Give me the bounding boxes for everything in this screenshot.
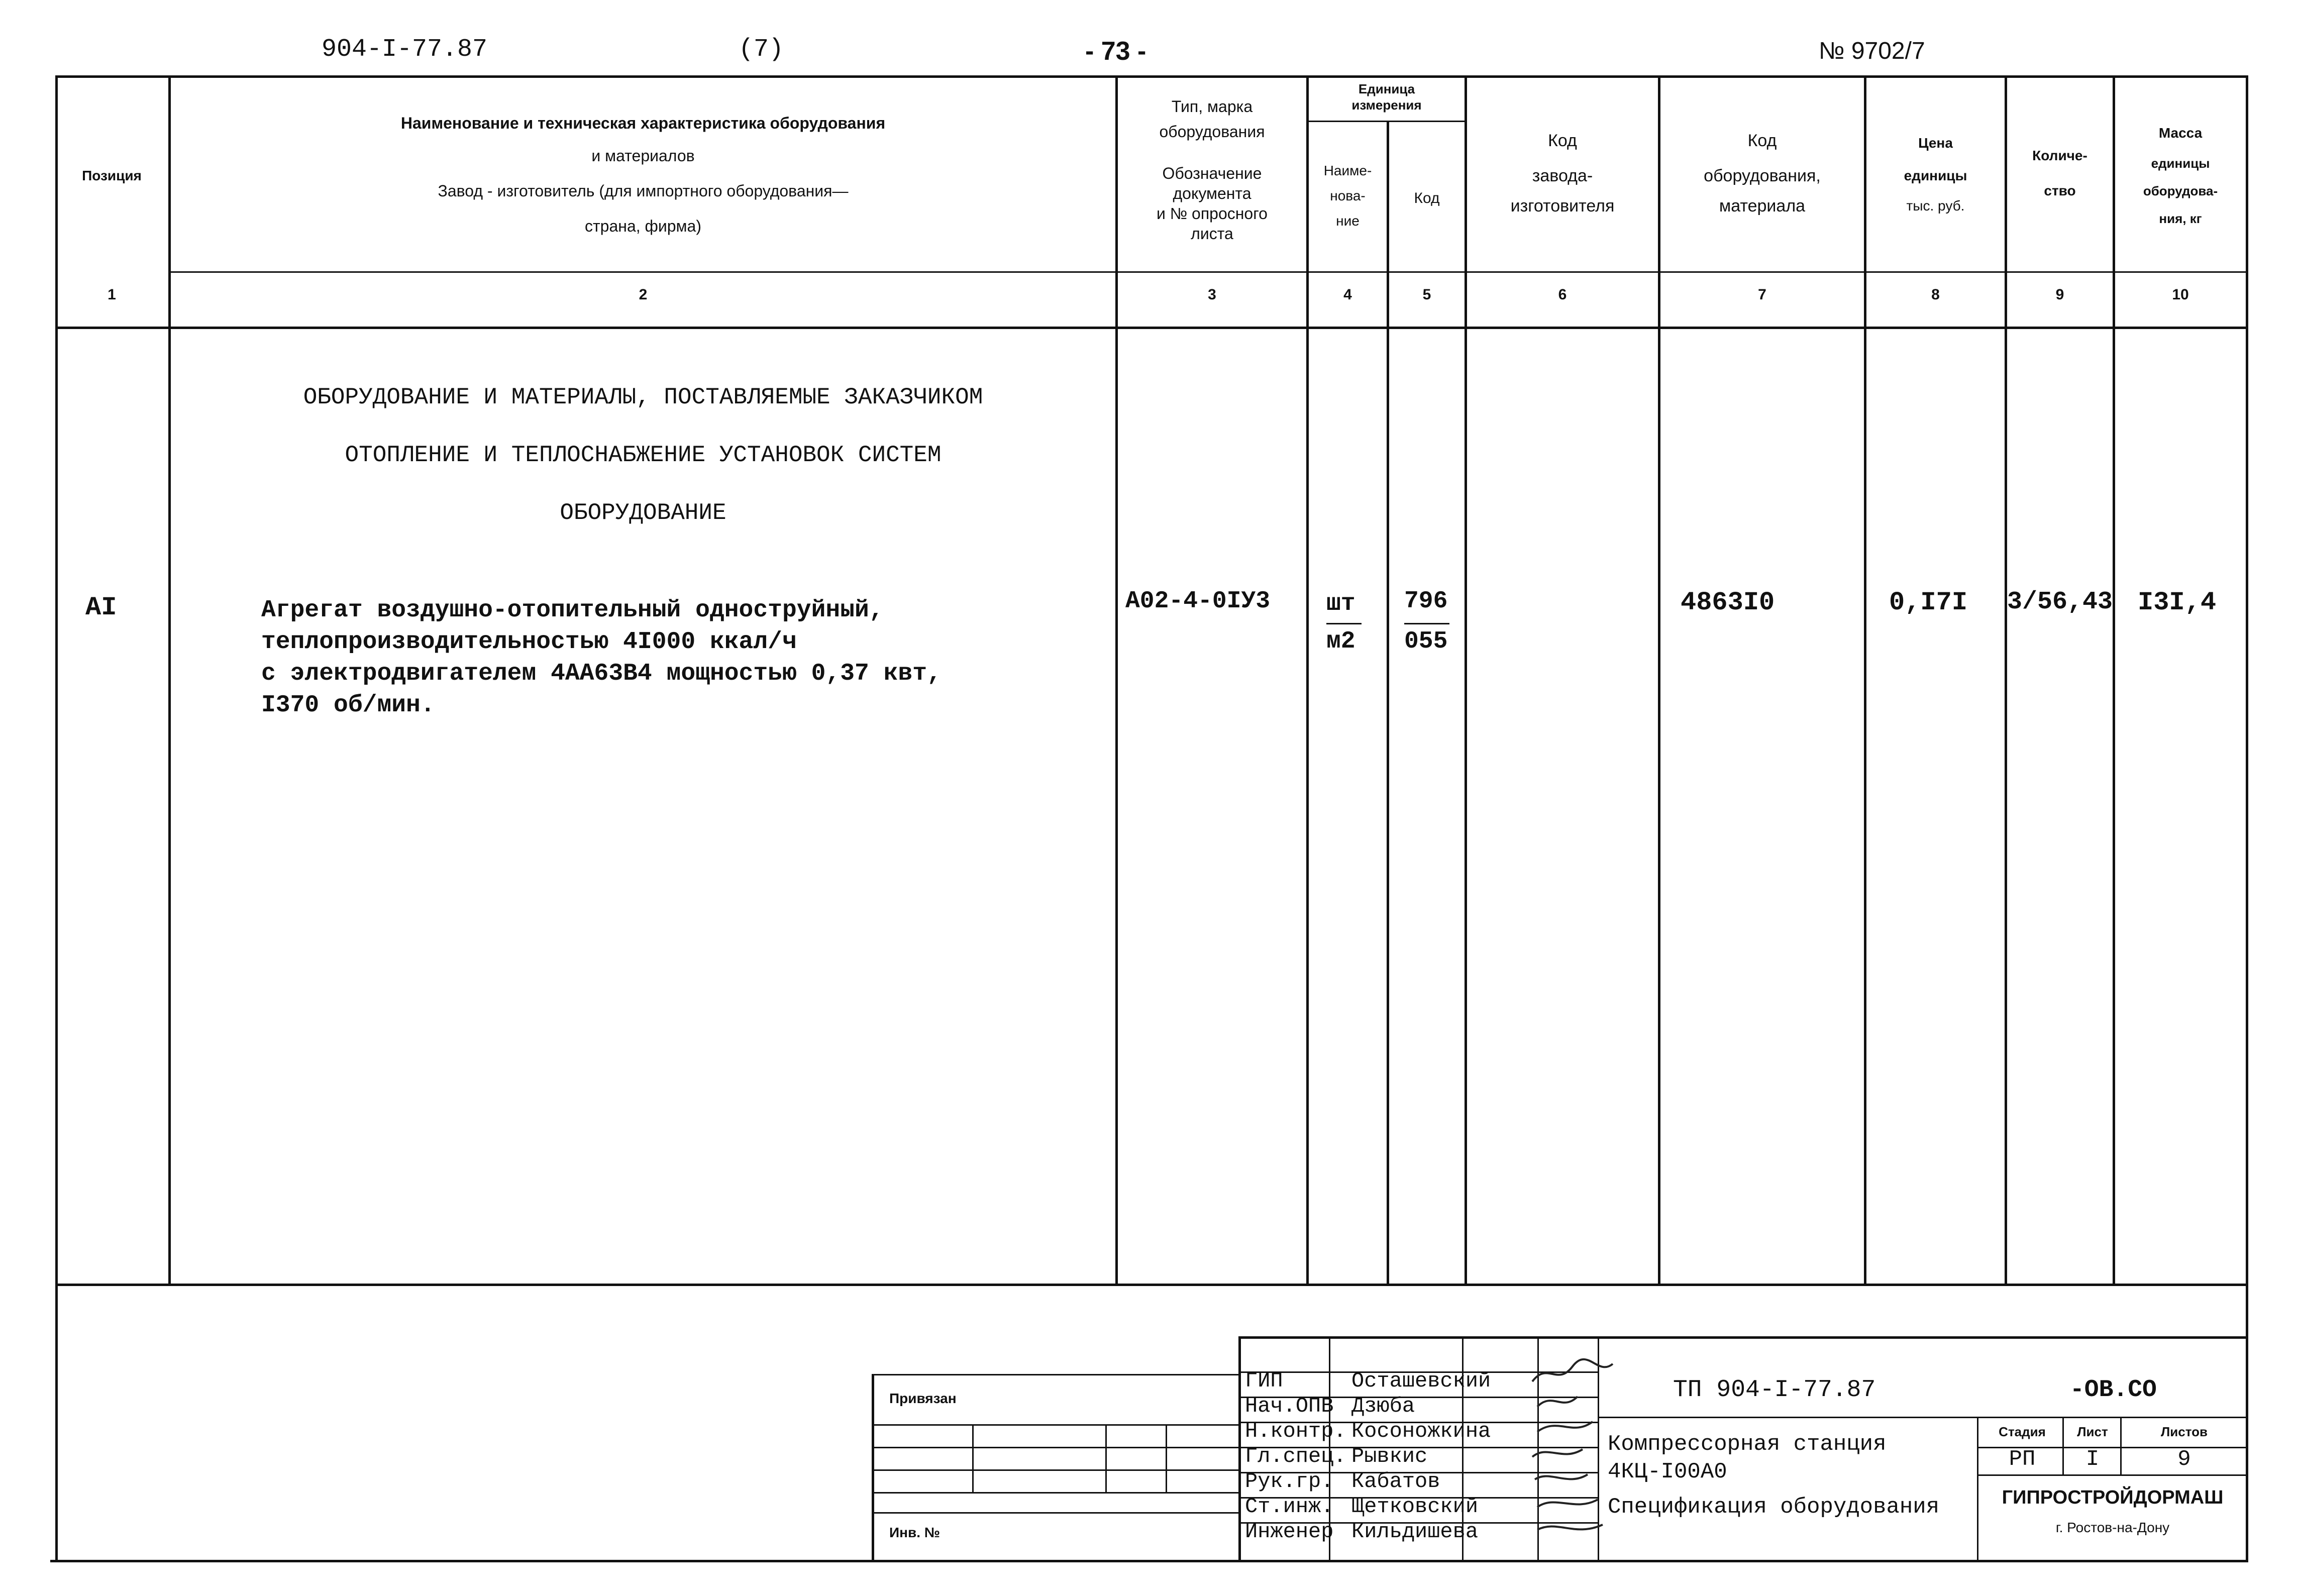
header-name-line1: Наименование и техническая характеристика оборудования (400, 114, 886, 132)
header-type-line6: листа (1191, 225, 1233, 243)
doc-suffix: -ОВ.СО (2070, 1376, 2157, 1404)
header-type-line2: оборудования (1159, 123, 1265, 141)
signatures (1527, 1356, 1628, 1557)
role-senior-engineer: Ст.инж. (1245, 1495, 1334, 1519)
header-price-line1: Цена (1918, 135, 1953, 151)
binding-label: Привязан (889, 1391, 957, 1406)
row-type: А02-4-0IУ3 (1125, 588, 1271, 615)
header-unit-code: Код (1414, 190, 1440, 206)
inventory-number: № 9702/7 (1819, 38, 1925, 64)
title-line2: 4КЦ-I00А0 (1608, 1459, 1727, 1484)
col-number-8: 8 (1931, 286, 1940, 303)
role-norm-control: Н.контр. (1245, 1419, 1346, 1443)
row-equipment-code: 4863I0 (1681, 588, 1775, 617)
role-engineer: Инженер (1245, 1520, 1334, 1544)
section-heading-1: ОБОРУДОВАНИЕ И МАТЕРИАЛЫ, ПОСТАВЛЯЕМЫЕ ЗАКАЗЧИКОМ (303, 384, 983, 410)
name-chief-spec: Рывкис (1351, 1444, 1428, 1468)
header-factory-code-line3: изготовителя (1510, 196, 1615, 216)
inventory-label: Инв. № (889, 1525, 941, 1540)
header-qty-line1: Количе- (2032, 148, 2087, 163)
header-equip-code-line1: Код (1747, 131, 1777, 150)
sheet-value: I (2085, 1447, 2100, 1472)
col-number-7: 7 (1758, 286, 1766, 303)
role-head: Нач.ОПВ (1245, 1394, 1334, 1418)
sheets-value: 9 (2177, 1447, 2191, 1472)
name-senior-engineer: Щетковский (1351, 1495, 1479, 1519)
name-engineer: Кильдишева (1351, 1520, 1479, 1544)
role-gip: ГИП (1245, 1369, 1283, 1393)
section-heading-3: ОБОРУДОВАНИЕ (560, 500, 726, 526)
row-unit-name-1: шт (1326, 590, 1355, 617)
role-chief-spec: Гл.спец. (1245, 1444, 1346, 1468)
header-equip-code-line2: оборудования, (1704, 166, 1821, 185)
header-mass-line3: оборудова- (2143, 183, 2218, 198)
col-number-10: 10 (2172, 286, 2189, 303)
row-position: AI (85, 593, 117, 622)
row-unit-code-1: 796 (1404, 588, 1448, 615)
header-unit-name-line3: ние (1336, 213, 1360, 229)
header-mass-line2: единицы (2151, 156, 2210, 171)
section-heading-2: ОТОПЛЕНИЕ И ТЕПЛОСНАБЖЕНИЕ УСТАНОВОК СИСТЕМ (345, 442, 942, 468)
role-group-lead: Рук.гр. (1245, 1469, 1334, 1494)
header-name-line2: и материалов (591, 147, 695, 165)
row-description-line3: с электродвигателем 4АА63В4 мощностью 0,37 квт, (261, 660, 942, 687)
header-unit-name-line1: Наиме- (1323, 163, 1372, 178)
col-number-2: 2 (639, 286, 648, 303)
page-number: - 73 - (1085, 37, 1146, 66)
col-number-5: 5 (1422, 286, 1431, 303)
header-unit-name-line2: нова- (1330, 188, 1366, 203)
col-number-9: 9 (2055, 286, 2064, 303)
header-price-line3: тыс. руб. (1906, 198, 1965, 214)
header-type-line1: Тип, марка (1171, 97, 1253, 116)
col-number-1: 1 (108, 286, 116, 303)
row-unit-name-2: м2 (1326, 628, 1355, 655)
row-quantity: 3/56,43 (2007, 588, 2113, 616)
header-type-line4: документа (1173, 184, 1251, 202)
col-number-4: 4 (1343, 286, 1352, 303)
header-qty-line2: ство (2044, 183, 2076, 198)
row-mass: I3I,4 (2138, 588, 2217, 617)
header-unit-line2: измерения (1351, 97, 1422, 113)
header-type-line5: и № опросного (1157, 204, 1268, 223)
doc-number: ТП 904-I-77.87 (1673, 1376, 1876, 1404)
stage-label: Стадия (1999, 1424, 2046, 1439)
row-description-line4: I370 об/мин. (261, 692, 435, 719)
header-price-line2: единицы (1904, 168, 1967, 183)
sheet-number: (7) (739, 35, 784, 64)
row-price: 0,I7I (1889, 588, 1968, 617)
header-factory-code-line2: завода- (1532, 166, 1593, 185)
col-number-3: 3 (1208, 286, 1216, 303)
sheets-label: Листов (2161, 1424, 2208, 1439)
row-unit-code-2: 055 (1404, 628, 1448, 655)
organization-city: г. Ростов-на-Дону (2055, 1520, 2170, 1535)
header-position: Позиция (82, 168, 142, 183)
name-gip: Осташевский (1351, 1369, 1491, 1393)
stage-value: РП (2009, 1447, 2036, 1472)
header-mass-line4: ния, кг (2159, 211, 2202, 226)
header-name-line4: страна, фирма) (585, 217, 701, 235)
row-description-line2: теплопроизводительностью 4I000 ккал/ч (261, 628, 797, 656)
header-unit-line1: Единица (1358, 81, 1415, 96)
sheet-label: Лист (2077, 1424, 2108, 1439)
header-mass-line1: Масса (2158, 125, 2203, 141)
header-equip-code-line3: материала (1719, 196, 1806, 216)
col-number-6: 6 (1558, 286, 1567, 303)
title-line1: Компрессорная станция (1608, 1432, 1887, 1457)
header-factory-code-line1: Код (1548, 131, 1577, 150)
organization-name: ГИПРОСТРОЙДОРМАШ (2002, 1487, 2224, 1508)
name-group-lead: Кабатов (1351, 1469, 1440, 1494)
header-type-line3: Обозначение (1162, 164, 1262, 182)
row-description-line1: Агрегат воздушно-отопительный одноструйный, (261, 597, 884, 624)
name-norm-control: Косоножкина (1351, 1419, 1491, 1443)
name-head: Дзюба (1351, 1394, 1415, 1418)
doc-code: 904-I-77.87 (322, 35, 488, 64)
header-name-line3: Завод - изготовитель (для импортного оборудования— (438, 182, 849, 200)
title-line3: Спецификация оборудования (1608, 1495, 1940, 1520)
